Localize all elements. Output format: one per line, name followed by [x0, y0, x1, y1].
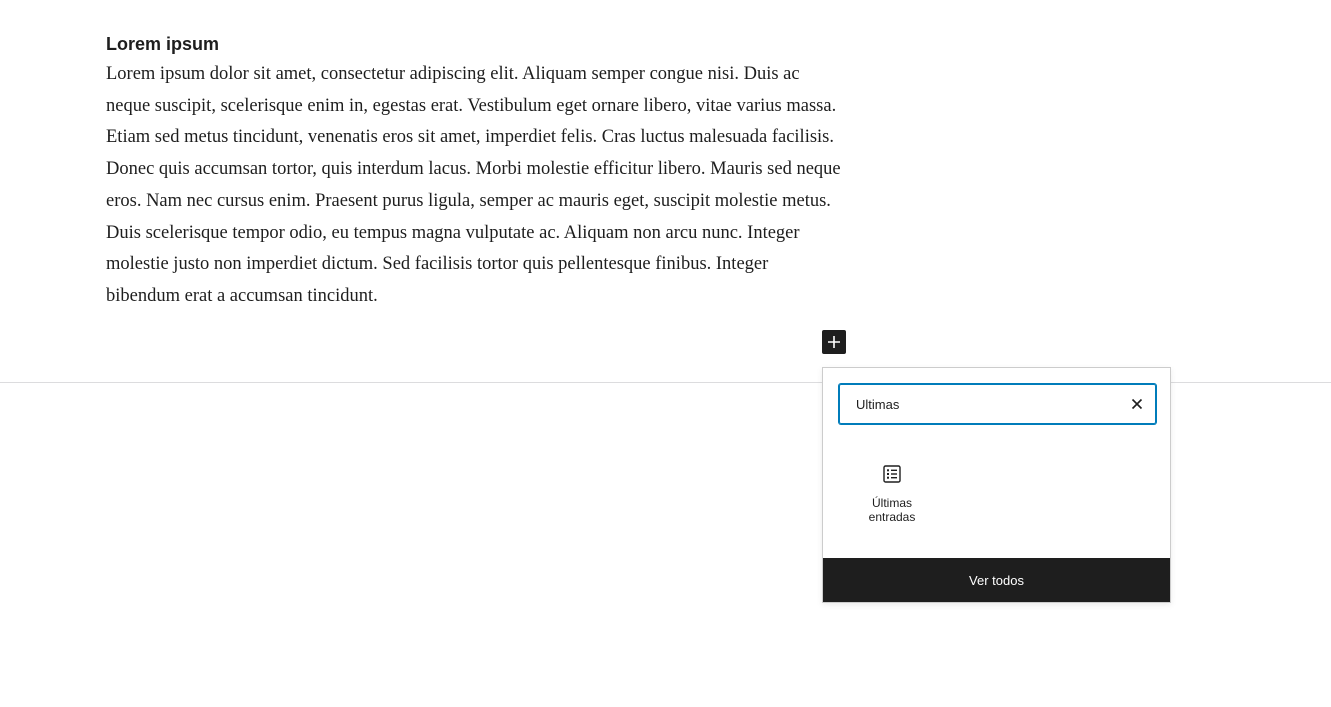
block-result-latest-posts[interactable] [857, 456, 927, 538]
post-list-icon [880, 462, 904, 486]
post-heading: Lorem ipsum [106, 34, 220, 54]
browse-all-button[interactable]: Ver todos [823, 558, 1170, 602]
block-inserter-toggle-button[interactable] [822, 330, 846, 354]
plus-icon [826, 334, 842, 350]
block-search-input[interactable] [840, 386, 1119, 422]
block-result-label: Últimas entradas [868, 496, 916, 524]
block-inserter-popover [822, 367, 1171, 603]
post-paragraph[interactable]: Lorem ipsum dolor sit amet, consectetur adipiscing elit. Aliquam semper congue nisi. Duis ac neque suscipit, scelerisque enim in, egestas erat. Vestibulum eget ornare libero, vitae varius massa. Etiam sed metus tincidunt, venenatis eros sit amet, imperdiet felis. Cras luctus malesuada facilisis. Donec quis accumsan tortor, quis interdum lacus. Morbi molestie efficitur libero. Mauris sed neque eros. Nam nec cursus enim. Praesent purus ligula, semper ac mauris eget, suscipit molestie metus. Duis scelerisque tempor odio, eu tempus magna vulputate ac. Aliquam non arcu nunc. Integer molestie justo non imperdiet dictum. Sed facilisis tortor quis pellentesque finibus. Integer bibendum erat a accumsan tincidunt. [106, 64, 841, 306]
clear-search-button[interactable] [1119, 386, 1155, 422]
block-search [839, 384, 1156, 424]
close-icon [1130, 397, 1144, 411]
